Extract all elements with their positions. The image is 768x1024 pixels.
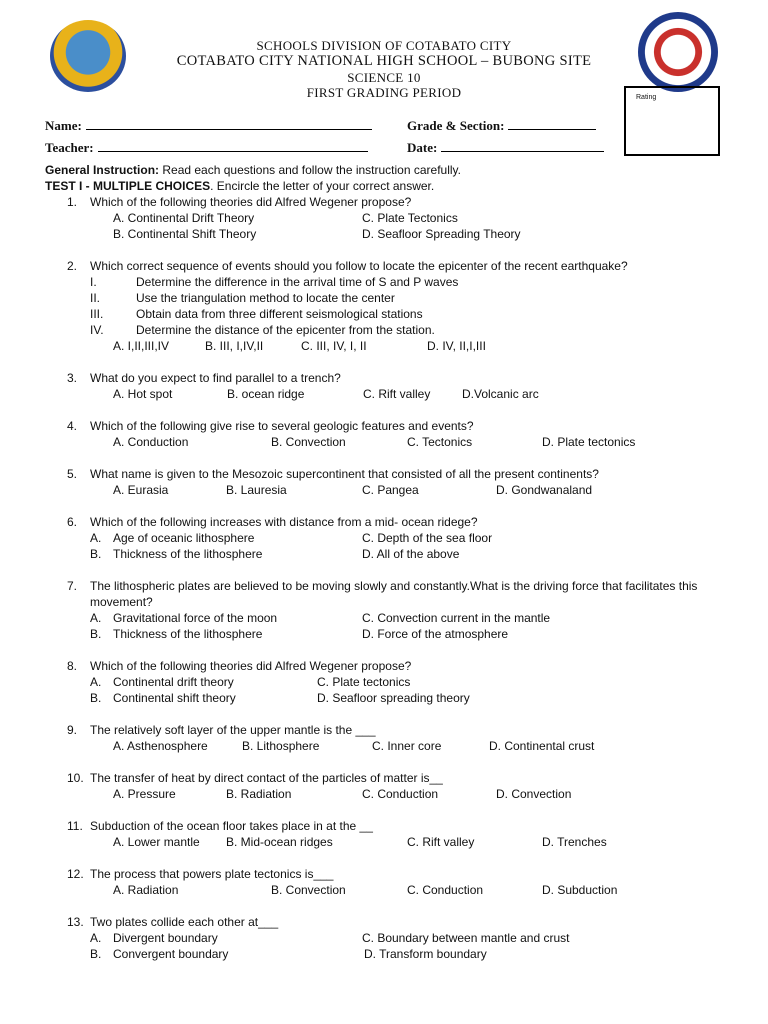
option-d[interactable]: D. Plate tectonics [542, 435, 636, 449]
option-d[interactable]: D. Continental crust [489, 739, 595, 753]
question-12-options [45, 882, 735, 898]
date-line[interactable] [441, 139, 604, 152]
option-d[interactable]: D. All of the above [362, 547, 460, 561]
option-a[interactable]: Age of oceanic lithosphere [113, 531, 255, 545]
option-b[interactable]: B. Lauresia [226, 483, 287, 497]
option-c[interactable]: C. Tectonics [407, 435, 473, 449]
option-a[interactable]: A. Radiation [113, 883, 179, 897]
step-2: II. Use the triangulation method to locate the center [90, 291, 395, 305]
option-a[interactable]: A. I,II,III,IV [113, 339, 170, 353]
question-1: 1. Which of the following theories did Alfred Wegener propose? [67, 195, 412, 209]
option-c[interactable]: C. Inner core [372, 739, 442, 753]
option-d[interactable]: D. Convection [496, 787, 572, 801]
option-b[interactable]: Thickness of the lithosphere [113, 547, 263, 561]
general-instruction: General Instruction: Read each questions and follow the instruction carefully. [45, 163, 461, 177]
name-label: Name: [45, 118, 82, 133]
step-3: III. Obtain data from three different seismological stations [90, 307, 423, 321]
option-c[interactable]: C. Rift valley [363, 387, 431, 401]
question-4: 4. Which of the following give rise to several geologic features and events? [67, 419, 474, 433]
grade-section-label: Grade & Section: [407, 118, 505, 133]
question-9-options [45, 738, 735, 754]
option-b[interactable]: B. III, I,IV,II [205, 339, 264, 353]
option-b[interactable]: B. Mid-ocean ridges [226, 835, 333, 849]
period-title: FIRST GRADING PERIOD [306, 85, 462, 100]
option-c[interactable]: C. Boundary between mantle and crust [362, 931, 570, 945]
school-title: COTABATO CITY NATIONAL HIGH SCHOOL – BUBONG SITE [176, 53, 592, 69]
date-field[interactable] [407, 139, 604, 156]
option-d[interactable]: D. Transform boundary [364, 947, 487, 961]
question-1-options [45, 210, 735, 226]
option-d[interactable]: D. Gondwanaland [496, 483, 593, 497]
date-label: Date: [407, 140, 438, 155]
question-2-options [45, 338, 735, 354]
rating-label: Rating [636, 94, 657, 101]
option-b[interactable]: B. Convection [271, 435, 346, 449]
option-c[interactable]: C. Depth of the sea floor [362, 531, 493, 545]
option-b[interactable]: B. Continental Shift Theory [113, 227, 257, 241]
question-2: 2. Which correct sequence of events should you follow to locate the epicenter of the recent earthquake? [67, 259, 628, 273]
test-instruction: TEST I - MULTIPLE CHOICES. Encircle the letter of your correct answer. [45, 179, 435, 193]
option-c[interactable]: C. Pangea [362, 483, 419, 497]
option-c[interactable]: C. Plate Tectonics [362, 211, 458, 225]
teacher-field[interactable] [45, 139, 368, 156]
question-9: 9. The relatively soft layer of the upper mantle is the ___ [67, 723, 376, 737]
option-c[interactable]: C. Plate tectonics [317, 675, 411, 689]
option-d[interactable]: D. Subduction [542, 883, 618, 897]
option-d[interactable]: D.Volcanic arc [462, 387, 539, 401]
question-6-options: A. Age of oceanic lithosphere C. Depth of the sea floor [90, 531, 493, 545]
option-b[interactable]: B. Radiation [226, 787, 292, 801]
question-11: 11. Subduction of the ocean floor takes place in at the __ [67, 819, 373, 833]
option-d[interactable]: D. Seafloor Spreading Theory [362, 227, 521, 241]
option-c[interactable]: C. Convection current in the mantle [362, 611, 551, 625]
option-c[interactable]: C. III, IV, I, II [301, 339, 367, 353]
rating-box[interactable] [624, 86, 720, 156]
teacher-line[interactable] [98, 139, 368, 152]
option-d[interactable]: D. IV, II,I,III [427, 339, 486, 353]
question-12: 12. The process that powers plate tectonics is___ [67, 867, 334, 881]
question-10: 10. The transfer of heat by direct contact of the particles of matter is__ [67, 771, 443, 785]
teacher-label: Teacher: [45, 140, 94, 155]
grade-section-field[interactable] [407, 117, 596, 134]
option-a[interactable]: A. Asthenosphere [113, 739, 208, 753]
option-a[interactable]: A. Continental Drift Theory [113, 211, 255, 225]
option-a[interactable]: A. Eurasia [113, 483, 169, 497]
option-c[interactable]: C. Conduction [362, 787, 439, 801]
question-7-options: A. Gravitational force of the moon C. Convection current in the mantle [90, 611, 551, 625]
question-13: 13. Two plates collide each other at___ [67, 915, 279, 929]
step-1: I. Determine the difference in the arrival time of S and P waves [90, 275, 459, 289]
option-c[interactable]: C. Rift valley [407, 835, 475, 849]
option-a[interactable]: A. Lower mantle [113, 835, 200, 849]
option-b[interactable]: Convergent boundary [113, 947, 229, 961]
option-a[interactable]: A. Hot spot [113, 387, 173, 401]
question-8-options: A. Continental drift theory C. Plate tectonics [90, 675, 411, 689]
option-c[interactable]: C. Conduction [407, 883, 484, 897]
division-title: SCHOOLS DIVISION OF COTABATO CITY [256, 38, 512, 53]
question-7: 7. The lithospheric plates are believed to be moving slowly and constantly.What is the driving force that facilitates this movement? [67, 579, 698, 609]
exam-content: General Instruction: Read each questions and follow the instruction carefully. TEST I - MULTIPLE CHOICES. Encircle the letter of your correct answer. 1. Which of the following theories did Alfred Wegener propose? A. Continental Drift Theory C. Plate Tectonics B. Continental Shift Theory D. Seafloor Spreading Theory 2. Which correct sequence of events should you follow to locate the epicenter of the recent earthquake? I. Determine the difference in the arrival time of S and P waves II. Use the triangulation method to locate the center III. Obtain data from three different seismological stations IV. Determine the distance of the epicenter from the station. A. I,II,III,IV B. III, I,IV,II C. III, IV, I, II D. IV, II,I,III 3. What do you expect to find parallel to a trench? A. Hot spot B. ocean ridge C. Rift valley D.Volcanic arc 4. Which of the following give rise to several geologic features and events? A. Conduction B. Convection C. Tectonics D. Plate tectonics 5. What name is given to the Mesozoic supercontinent that consisted of all the present continents? A. Eurasia B. Lauresia C. Pangea D. Gondwanaland 6. Which of the following increases with distance from a mid- ocean ridege? A. Age of oceanic lithosphere C. Depth of the sea floor B. Thickness of the lithosphere D. All of the above 7. The lithospheric plates are believed to be moving slowly and constantly.What is the driving force that facilitates this movement? A. Gravitational force of the moon C. Convection current in the mantle B. Thickness of the lithosphere D. Force of the atmosphere 8. Which of the following theories did Alfred Wegener propose? A. Continental drift theory C. Plate tectonics B. Continental shift theory D. Seafloor spreading theory 9. The relatively soft layer of the upper mantle is the ___ A. Asthenosphere B. Lithosphere C. Inner core D. Continental crust 10. The transfer of heat by direct contact of the particles of matter is__ A. Pressure B. Radiation C. Conduction D. Convection 11. Subduction of the ocean floor takes place in at the __ A. Lower mantle B. Mid-ocean ridges C. Rift valley D. Trenches 12. The process that powers plate tectonics is___ A. Radiation B. Convection C. Conduction D. Subduction 13. Two plates collide each other at___ A. Divergent boundary C. Boundary between mantle and crust B. Convergent boundary D. Transform boundary [45, 162, 735, 962]
question-11-options [45, 834, 735, 850]
option-b[interactable]: Thickness of the lithosphere [113, 627, 263, 641]
question-10-options [45, 786, 735, 802]
option-b[interactable]: B. ocean ridge [227, 387, 305, 401]
subject-title: SCIENCE 10 [347, 70, 421, 85]
question-3: 3. What do you expect to find parallel to a trench? [67, 371, 341, 385]
question-5: 5. What name is given to the Mesozoic supercontinent that consisted of all the present continents? [67, 467, 599, 481]
step-4: IV. Determine the distance of the epicenter from the station. [90, 323, 435, 337]
question-6: 6. Which of the following increases with distance from a mid- ocean ridege? [67, 515, 478, 529]
option-d[interactable]: D. Trenches [542, 835, 607, 849]
grade-section-line[interactable] [508, 117, 596, 130]
option-b[interactable]: Continental shift theory [113, 691, 236, 705]
option-a[interactable]: Continental drift theory [113, 675, 234, 689]
option-a[interactable]: Divergent boundary [113, 931, 218, 945]
question-8: 8. Which of the following theories did Alfred Wegener propose? [67, 659, 412, 673]
option-a[interactable]: A. Pressure [113, 787, 176, 801]
question-4-options [45, 434, 735, 450]
question-13-options: A. Divergent boundary C. Boundary between mantle and crust [90, 931, 570, 945]
option-b[interactable]: B. Lithosphere [242, 739, 320, 753]
option-b[interactable]: B. Convection [271, 883, 346, 897]
question-3-options [45, 386, 735, 402]
question-5-options [45, 482, 735, 498]
name-field[interactable] [45, 117, 372, 134]
option-d[interactable]: D. Force of the atmosphere [362, 627, 509, 641]
option-a[interactable]: Gravitational force of the moon [113, 611, 278, 625]
option-a[interactable]: A. Conduction [113, 435, 189, 449]
option-d[interactable]: D. Seafloor spreading theory [317, 691, 470, 705]
name-line[interactable] [86, 117, 372, 130]
